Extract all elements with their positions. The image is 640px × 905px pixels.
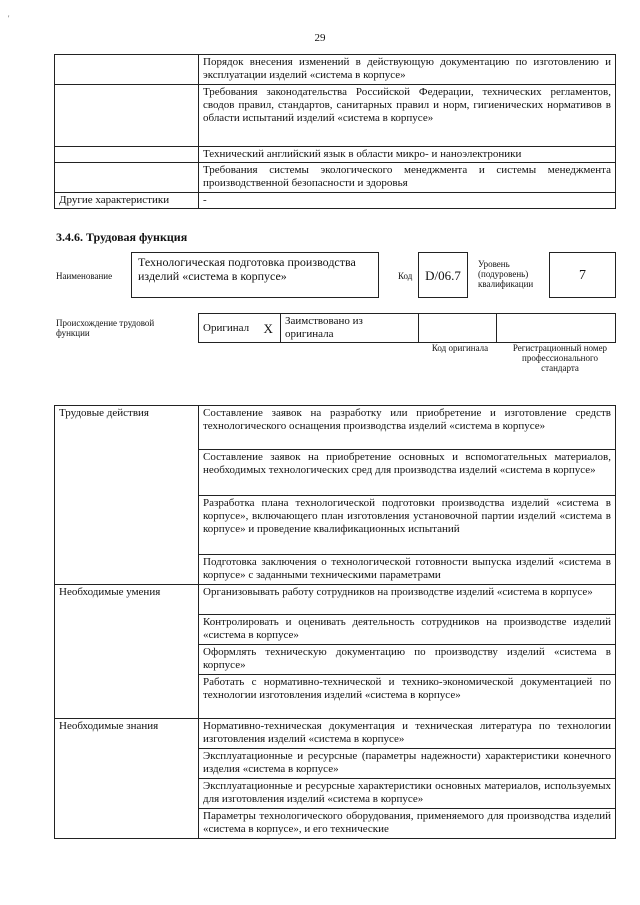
origin-label: Происхождение трудовой функции [56, 318, 155, 338]
other-characteristics-value: - [199, 193, 616, 209]
top-table [54, 54, 616, 209]
list-item: Эксплуатационные и ресурсные характеристики основных материалов, используемых для изготовления изделий «система в корпусе» [199, 779, 616, 809]
origin-borrowed-label: Заимствовано из оригинала [281, 314, 419, 343]
group-label-skills: Необходимые умения [55, 585, 199, 719]
top-row-text: Требования системы экологического менеджмента и системы менеджмента производственной безопасности и здоровья [199, 163, 616, 193]
top-row-label [55, 147, 199, 163]
code-label: Код [398, 271, 413, 281]
origin-original-label: Оригинал [199, 314, 257, 343]
list-item: Разработка плана технологической подготовки производства изделий «система в корпусе», включающего план изготовления установочной партии изделий «система в корпусе» и проведение квалификационных испытаний [199, 496, 616, 555]
list-item: Параметры технологического оборудования, применяемого для производства изделий «система в корпусе», и его технические [199, 809, 616, 839]
top-row-text: Порядок внесения изменений в действующую документацию по изготовлению и эксплуатации изделий «система в корпусе» [199, 55, 616, 85]
top-row-label [55, 85, 199, 147]
list-item: Составление заявок на разработку или приобретение и изготовление средств технологического оснащения производства изделий «система в корпусе» [199, 406, 616, 450]
list-item: Нормативно-техническая документация и техническая литература по технологии изготовления изделий «система в корпусе» [199, 719, 616, 749]
name-value: Технологическая подготовка производства изделий «система в корпусе» [131, 252, 379, 298]
section-title: 3.4.6. Трудовая функция [56, 230, 188, 244]
level-value: 7 [549, 252, 616, 298]
top-row-text: Требования законодательства Российской Федерации, технических регламентов, сводов правил, стандартов, санитарных правил и норм, гигиенических нормативов в области испытаний изделий «система в корпусе» [199, 85, 616, 147]
list-item: Работать с нормативно-технической и технико-экономической документацией по технологии изготовления изделий «система в корпусе» [199, 675, 616, 719]
origin-code-cell [419, 314, 497, 343]
other-characteristics-label: Другие характеристики [55, 193, 199, 209]
list-item: Организовывать работу сотрудников на производстве изделий «система в корпусе» [199, 585, 616, 615]
group-label-knowledge: Необходимые знания [55, 719, 199, 839]
code-caption: Код оригинала [431, 343, 489, 353]
list-item: Оформлять техническую документацию по производству изделий «система в корпусе» [199, 645, 616, 675]
list-item: Контролировать и оценивать деятельность сотрудников на производстве изделий «система в корпусе» [199, 615, 616, 645]
reg-caption: Регистрационный номер профессионального стандарта [512, 343, 608, 373]
name-label: Наименование [56, 271, 113, 281]
list-item: Составление заявок на приобретение основных и вспомогательных материалов, необходимых технологических сред для производства изделий «система в корпусе» [199, 450, 616, 496]
list-item: Эксплуатационные и ресурсные (параметры надежности) характеристики конечного изделия «система в корпусе» [199, 749, 616, 779]
origin-reg-cell [497, 314, 616, 343]
main-table [54, 405, 616, 839]
corner-mark: ' [8, 14, 10, 23]
group-label-actions: Трудовые действия [55, 406, 199, 585]
page-number: 29 [314, 32, 326, 44]
code-value: D/06.7 [418, 252, 468, 298]
origin-table [198, 313, 616, 343]
list-item: Подготовка заключения о технологической готовности выпуска изделий «система в корпусе» с заданными техническими параметрами [199, 555, 616, 585]
top-row-text: Технический английский язык в области микро- и наноэлектроники [199, 147, 616, 163]
level-label: Уровень (подуровень) квалификации [478, 259, 534, 289]
origin-mark: X [257, 314, 281, 343]
top-row-label [55, 163, 199, 193]
top-row-label [55, 55, 199, 85]
